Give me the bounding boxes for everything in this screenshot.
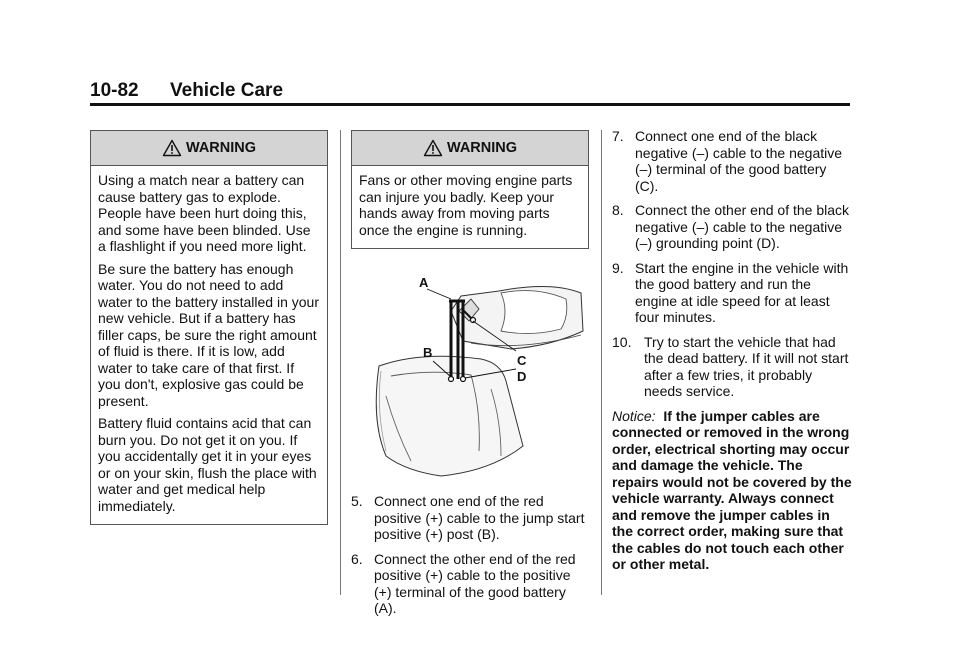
warning-paragraph: Battery fluid contains acid that can burn you. Do not get it on you. If you accidentally get it in your eyes or on your skin, flush the place with water and get medical help immediately. (98, 415, 317, 514)
list-item (612, 202, 852, 252)
label-c: C (517, 353, 527, 368)
warning-triangle-icon (423, 139, 443, 157)
warning-box-fans (351, 130, 589, 249)
engine-bay-illustration (351, 271, 589, 481)
step-number: 5. (351, 493, 363, 509)
step-text: Connect one end of the red positive (+) cable to the jump start positive (+) post (B). (374, 493, 585, 542)
page-header (90, 80, 850, 106)
column-divider (340, 130, 341, 595)
warning-title-bar (352, 131, 588, 166)
list-item (612, 128, 852, 194)
column-divider (601, 130, 602, 595)
step-number: 7. (612, 128, 624, 144)
step-text: Start the engine in the vehicle with the good battery and run the engine at idle speed for at least four minutes. (635, 259, 849, 325)
step-text: Connect the other end of the red positive (+) cable to the positive (+) terminal of the good battery (A). (374, 550, 576, 616)
section-title: Vehicle Care (170, 80, 284, 101)
warning-title: WARNING (185, 140, 257, 156)
step-number: 8. (612, 202, 624, 218)
steps-list-middle (351, 493, 589, 617)
notice-paragraph (612, 408, 852, 573)
label-d: D (517, 369, 527, 384)
warning-body (352, 166, 588, 248)
list-item (351, 551, 589, 617)
warning-title: WARNING (446, 140, 518, 156)
warning-paragraph: Fans or other moving engine parts can injure you badly. Keep your hands away from moving parts once the engine is running. (359, 172, 573, 238)
label-a: A (419, 275, 429, 290)
warning-body (91, 166, 327, 524)
jump-start-diagram (351, 271, 589, 481)
step-number: 6. (351, 550, 363, 567)
warning-paragraph: Be sure the battery has enough water. You do not need to add water to the battery installed in your new vehicle. But if a battery has filler caps, be sure the right amount of fluid is there. If it is low, add water to take care of that first. If you don't, explosive gas could be present. (98, 260, 320, 409)
column-left (90, 130, 328, 525)
warning-title-bar (91, 131, 327, 166)
list-item (351, 493, 589, 543)
step-number: 9. (612, 259, 624, 276)
label-b: B (423, 345, 433, 360)
list-item (612, 260, 852, 326)
warning-triangle-icon (162, 139, 182, 157)
warning-paragraph: Using a match near a battery can cause battery gas to explode. People have been hurt doing this, and some have been blinded. Use a flashlight if you need more light. (98, 172, 311, 254)
column-middle (351, 130, 589, 625)
step-number: 10. (612, 333, 632, 350)
notice-label: Notice: (612, 407, 656, 424)
notice-text: If the jumper cables are connected or removed in the wrong order, electrical shorting may occur and damage the vehicle. The repairs would not be covered by the vehicle warranty. Always connect and remove the jumper cables in the correct order, making sure that the cables do not touch each other or other metal. (612, 407, 852, 572)
step-text: Try to start the vehicle that had the dead battery. If it will not start after a few tries, it probably needs service. (644, 333, 849, 399)
step-text: Connect one end of the black negative (–) cable to the negative (–) terminal of the good battery (C). (635, 128, 843, 194)
column-right (612, 128, 852, 573)
list-item (612, 334, 852, 400)
page-number: 10-82 (90, 80, 139, 101)
warning-box-battery (90, 130, 328, 525)
step-text: Connect the other end of the black negative (–) cable to the negative (–) grounding point (D). (635, 202, 850, 251)
